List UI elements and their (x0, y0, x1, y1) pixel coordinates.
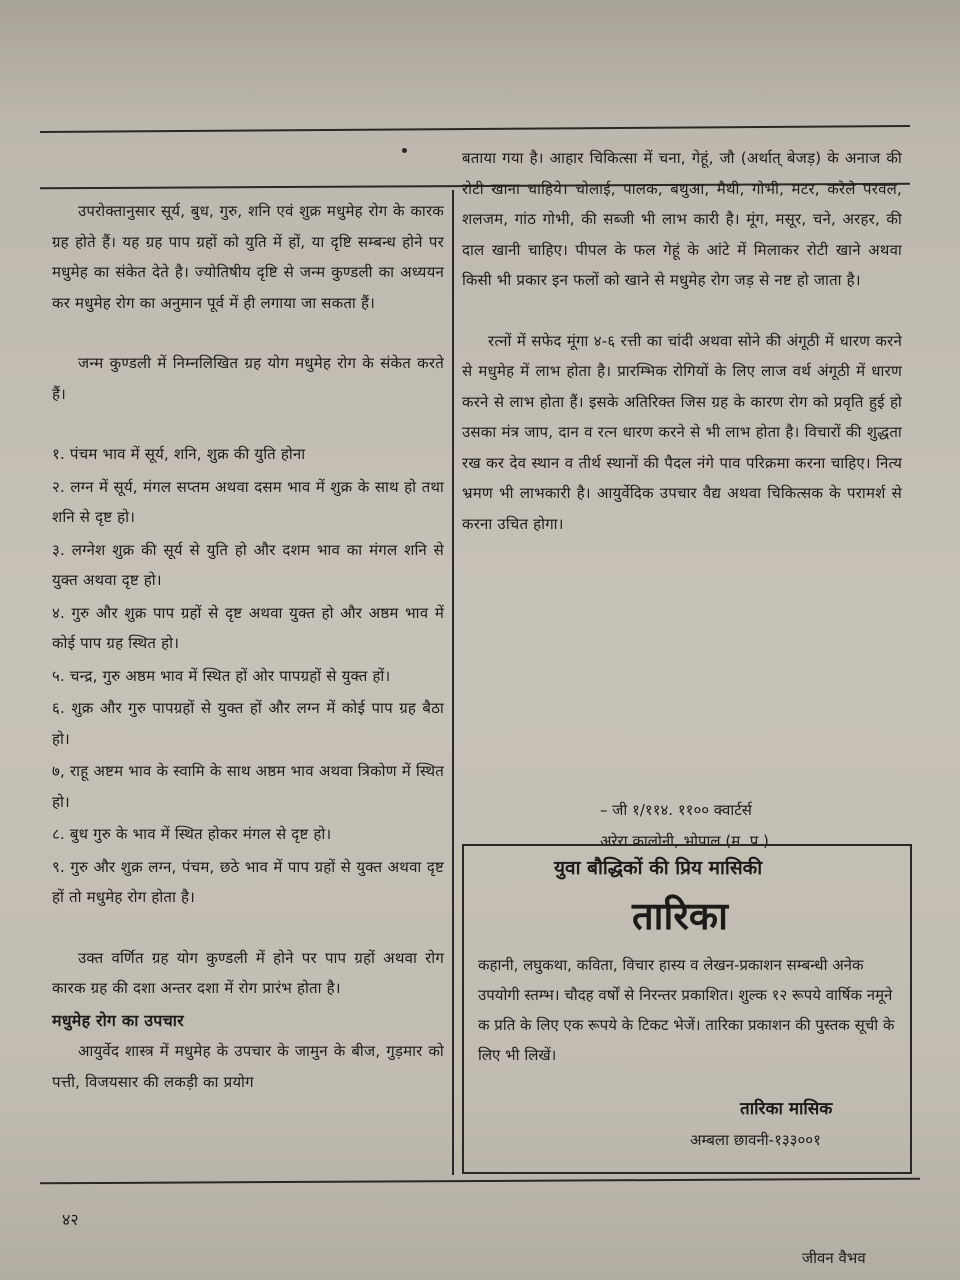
ad-body: कहानी, लघुकथा, कविता, विचार हास्य व लेखन-प्रकाशन सम्बन्धी अनेक उपयोगी स्तम्भ। चौदह वर्षों से निरन्तर प्रकाशित। शुल्क १२ रूपये वार्षिक नमूने क प्रति के लिए एक रूपये के टिकट भेजें। तारिका प्रकाशन की पुस्तक सूची के लिए भी लिखें। (478, 956, 895, 1064)
top-rule (40, 125, 910, 133)
left-paragraph-4: आयुर्वेद शास्त्र में मधुमेह के उपचार के जामुन के बीज, गुड़मार को पत्ती, विजयसार की लकड़ी का प्रयोग (52, 1042, 444, 1091)
right-paragraph-1: बताया गया है। आहार चिकित्सा में चना, गेहूं, जौ (अर्थात् बेजड़) के अनाज की रोटी खाना चाहिये। चोलाई, पालक, बथुआ, मैथी, गोभी, मटर, करेले परवल, शलजम, गांठ गोभी, की सब्जी भी लाभ कारी है। मूंग, मसूर, चने, अरहर, की दाल खानी चाहिए। पीपल के फल गेहूं के आंटे में मिलाकर रोटी खाने अथवा किसी भी प्रकार इन फलों को खाने से मधुमेह रोग जड़ से नष्ट हो जाता है। (462, 149, 902, 289)
advertisement-box (462, 844, 912, 1174)
bottom-rule (40, 1178, 920, 1185)
list-item-5: ५. चन्द्र, गुरु अष्ठम भाव में स्थित हों ओर पापग्रहों से युक्त हों। (52, 666, 391, 685)
list-item-2: २. लग्न में सूर्य, मंगल सप्तम अथवा दसम भाव में शुक्र के साथ हो तथा शनि से दृष्ट हो। (52, 477, 444, 526)
list-item-9: ९. गुरु और शुक्र लग्न, पंचम, छठे भाव में पाप ग्रहों से युक्त अथवा दृष्ट हों तो मधुमेह रोग होता है। (52, 857, 444, 906)
list-item-8: ८. बुध गुरु के भाव में स्थित होकर मंगल से दृष्ट हो। (52, 825, 332, 843)
list-item-7: ७, राहू अष्टम भाव के स्वामि के साथ अष्ठम भाव अथवा त्रिकोण में स्थित हो। (52, 762, 444, 811)
list-item-1: १. पंचम भाव में सूर्य, शनि, शुक्र की युति होना (52, 445, 306, 463)
right-column (462, 143, 902, 569)
rule-dot (402, 148, 407, 153)
address-line-2: अरेरा कालोनी, भोपाल (म. प्र.) (600, 832, 769, 850)
ad-publisher: तारिका मासिक (740, 1099, 833, 1119)
right-paragraph-2: रत्नों में सफेद मूंगा ४-६ रत्ती का चांदी अथवा सोने की अंगूठी में धारण करने से मधुमेह में लाभ होता है। प्रारम्भिक रोगियों के लिए लाज वर्थ अंगूठी में धारण करने से लाभ होता हैं। इसके अतिरिक्त जिस ग्रह के कारण रोग को प्रवृति हुई हो उसका मंत्र जाप, दान व रत्न धारण करने से भी लाभ होता है। विचारों की शुद्धता रख कर देव स्थान व तीर्थ स्थानों की पैदल नंगे पाव परिक्रमा करना चाहिए। नित्य भ्रमण भी लाभकारी है। आयुर्वेदिक उपचार वैद्य अथवा चिकित्सक के परामर्श से करना उचित होगा। (462, 331, 902, 533)
list-item-3: ३. लग्नेश शुक्र की सूर्य से युति हो और दशम भाव का मंगल शनि से युक्त अथवा दृष्ट हो। (52, 540, 444, 589)
address-line-1: – जी १/११४. ११०० क्वार्टर्स (600, 801, 752, 819)
list-item-6: ६. शुक्र और गुरु पापग्रहों से युक्त हों और लग्न में कोई पाप ग्रह बैठा हो। (52, 699, 444, 748)
page-number: ४२ (62, 1210, 79, 1229)
treatment-heading: मधुमेह रोग का उपचार (52, 1010, 184, 1030)
left-paragraph-3: उक्त वर्णित ग्रह योग कुण्डली में होने पर पाप ग्रहों अथवा रोग कारक ग्रह की दशा अन्तर दशा में रोग प्रारंभ होता है। (52, 948, 444, 997)
left-column (52, 196, 444, 1099)
magazine-footer-title: जीवन वैभव (802, 1249, 866, 1267)
column-divider (452, 190, 454, 1175)
ad-address: अम्बला छावनी-१३३००१ (690, 1131, 821, 1149)
left-paragraph-2: जन्म कुण्डली में निम्नलिखित ग्रह योग मधुमेह रोग के संकेत करते हैं। (52, 354, 444, 403)
ad-tagline: युवा बौद्धिकों की प्रिय मासिकी (554, 857, 763, 879)
left-paragraph-1: उपरोक्तानुसार सूर्य, बुध, गुरु, शनि एवं शुक्र मधुमेह रोग के कारक ग्रह होते हैं। यह ग्रह पाप ग्रहों को युति में हों, या दृष्टि सम्बन्ध होने पर मधुमेह का संकेत देते है। ज्योतिषीय दृष्टि से जन्म कुण्डली का अध्ययन कर मधुमेह रोग का अनुमान पूर्व में ही लगाया जा सकता हैं। (52, 202, 444, 312)
list-item-4: ४. गुरु और शुक्र पाप ग्रहों से दृष्ट अथवा युक्त हो और अष्ठम भाव में कोई पाप ग्रह स्थित हो। (52, 603, 444, 652)
ad-title: तारिका (632, 894, 728, 938)
